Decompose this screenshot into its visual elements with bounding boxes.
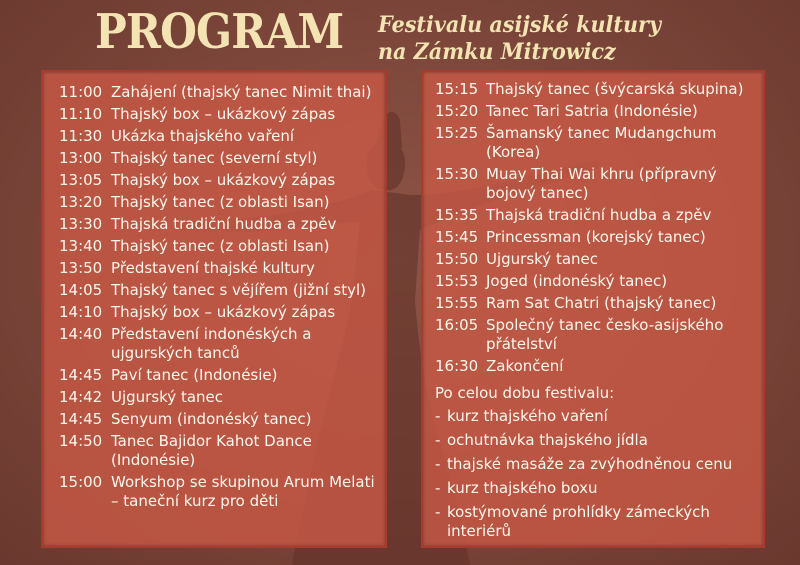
extras-item-text: kurz thajského vaření — [447, 407, 608, 425]
schedule-row — [59, 303, 385, 322]
schedule-time: 14:10 — [59, 303, 103, 321]
schedule-time: 13:20 — [59, 193, 103, 211]
schedule-time: 14:05 — [59, 281, 103, 299]
schedule-row — [59, 105, 385, 124]
schedule-description: Ram Sat Chatri (thajský tanec) — [486, 294, 717, 312]
schedule-row — [59, 127, 385, 146]
schedule-list-right — [435, 80, 763, 376]
schedule-row — [59, 473, 385, 511]
schedule-panel-right — [421, 70, 765, 548]
schedule-time: 11:00 — [59, 83, 103, 101]
schedule-time: 11:10 — [59, 105, 103, 123]
schedule-row — [59, 215, 385, 234]
schedule-description: Thajská tradiční hudba a zpěv — [486, 206, 712, 224]
schedule-row — [59, 171, 385, 190]
schedule-description: Představení indonéských a ujgurských tanců — [111, 325, 312, 362]
schedule-description: Šamanský tanec Mudangchum (Korea) — [486, 124, 717, 161]
page-title: PROGRAM — [95, 4, 344, 60]
bullet-dash-icon: - — [435, 407, 441, 425]
schedule-description: Joged (indonéský tanec) — [486, 272, 668, 290]
schedule-row — [59, 259, 385, 278]
schedule-description: Tanec Bajidor Kahot Dance (Indonésie) — [111, 432, 312, 469]
schedule-time: 15:25 — [435, 124, 479, 142]
schedule-description: Ukázka thajského vaření — [111, 127, 295, 145]
schedule-time: 11:30 — [59, 127, 103, 145]
schedule-row — [435, 250, 763, 269]
schedule-time: 13:05 — [59, 171, 103, 189]
schedule-description: Workshop se skupinou Arum Melati – taneční kurz pro děti — [111, 473, 375, 510]
extras-list — [435, 407, 763, 541]
bullet-dash-icon: - — [435, 455, 441, 473]
schedule-time: 16:05 — [435, 316, 479, 334]
schedule-row — [59, 388, 385, 407]
schedule-time: 14:40 — [59, 325, 103, 343]
schedule-row — [435, 357, 763, 376]
schedule-time: 14:45 — [59, 410, 103, 428]
schedule-description: Ujgurský tanec — [486, 250, 599, 268]
schedule-description: Thajský tanec (z oblasti Isan) — [111, 237, 330, 255]
schedule-time: 16:30 — [435, 357, 479, 375]
schedule-row — [59, 410, 385, 429]
schedule-description: Muay Thai Wai khru (přípravný bojový tanec) — [486, 165, 717, 202]
extras-item-text: kurz thajského boxu — [447, 479, 598, 497]
schedule-row — [59, 83, 385, 102]
schedule-time: 13:40 — [59, 237, 103, 255]
schedule-time: 13:30 — [59, 215, 103, 233]
schedule-description: Společný tanec česko-asijského přátelství — [486, 316, 724, 353]
schedule-row — [435, 80, 763, 99]
schedule-row — [435, 316, 763, 354]
bullet-dash-icon: - — [435, 431, 441, 449]
schedule-time: 15:53 — [435, 272, 479, 290]
extras-item — [435, 431, 763, 450]
schedule-time: 15:20 — [435, 102, 479, 120]
schedule-description: Zakončení — [486, 357, 564, 375]
extras-item — [435, 503, 763, 541]
schedule-time: 15:00 — [59, 473, 103, 491]
schedule-time: 15:15 — [435, 80, 479, 98]
schedule-time: 14:42 — [59, 388, 103, 406]
schedule-row — [59, 281, 385, 300]
schedule-time: 15:55 — [435, 294, 479, 312]
bullet-dash-icon: - — [435, 479, 441, 497]
schedule-description: Thajský box – ukázkový zápas — [111, 105, 336, 123]
extras-item-text: ochutnávka thajského jídla — [447, 431, 648, 449]
schedule-row — [59, 325, 385, 363]
extras-item-text: kostýmované prohlídky zámeckých interiérů — [447, 503, 710, 540]
page-subtitle — [378, 12, 661, 66]
schedule-row — [435, 228, 763, 247]
extras-item — [435, 407, 763, 426]
schedule-description: Thajský box – ukázkový zápas — [111, 171, 336, 189]
schedule-description: Paví tanec (Indonésie) — [111, 366, 278, 384]
schedule-panel-left — [41, 70, 387, 548]
schedule-row — [59, 432, 385, 470]
extras-item — [435, 455, 763, 474]
schedule-row — [435, 272, 763, 291]
schedule-description: Thajský tanec (švýcarská skupina) — [486, 80, 744, 98]
schedule-description: Tanec Tari Satria (Indonésie) — [486, 102, 698, 120]
extras-item-text: thajské masáže za zvýhodněnou cenu — [447, 455, 733, 473]
schedule-time: 15:35 — [435, 206, 479, 224]
schedule-time: 14:45 — [59, 366, 103, 384]
extras-title: Po celou dobu festivalu: — [435, 384, 615, 402]
schedule-description: Thajský tanec (severní styl) — [111, 149, 318, 167]
schedule-row — [435, 206, 763, 225]
schedule-description: Thajský tanec s vějířem (jižní styl) — [111, 281, 367, 299]
schedule-description: Thajský box – ukázkový zápas — [111, 303, 336, 321]
schedule-time: 15:50 — [435, 250, 479, 268]
schedule-row — [435, 165, 763, 203]
subtitle-line-2: na Zámku Mitrowicz — [378, 39, 616, 65]
schedule-description: Thajský tanec (z oblasti Isan) — [111, 193, 330, 211]
schedule-row — [59, 193, 385, 212]
schedule-time: 15:45 — [435, 228, 479, 246]
schedule-description: Zahájení (thajský tanec Nimit thai) — [111, 83, 372, 101]
schedule-row — [59, 366, 385, 385]
subtitle-line-1: Festivalu asijské kultury — [378, 12, 661, 38]
schedule-description: Thajská tradiční hudba a zpěv — [111, 215, 337, 233]
schedule-row — [59, 149, 385, 168]
bullet-dash-icon: - — [435, 503, 441, 521]
schedule-row — [435, 102, 763, 121]
schedule-row — [435, 294, 763, 313]
schedule-row — [435, 124, 763, 162]
extras-item — [435, 479, 763, 498]
schedule-description: Představení thajské kultury — [111, 259, 315, 277]
schedule-row — [59, 237, 385, 256]
schedule-time: 15:30 — [435, 165, 479, 183]
schedule-description: Senyum (indonéský tanec) — [111, 410, 312, 428]
schedule-time: 14:50 — [59, 432, 103, 450]
schedule-time: 13:00 — [59, 149, 103, 167]
schedule-description: Ujgurský tanec — [111, 388, 224, 406]
schedule-description: Princessman (korejský tanec) — [486, 228, 706, 246]
schedule-time: 13:50 — [59, 259, 103, 277]
